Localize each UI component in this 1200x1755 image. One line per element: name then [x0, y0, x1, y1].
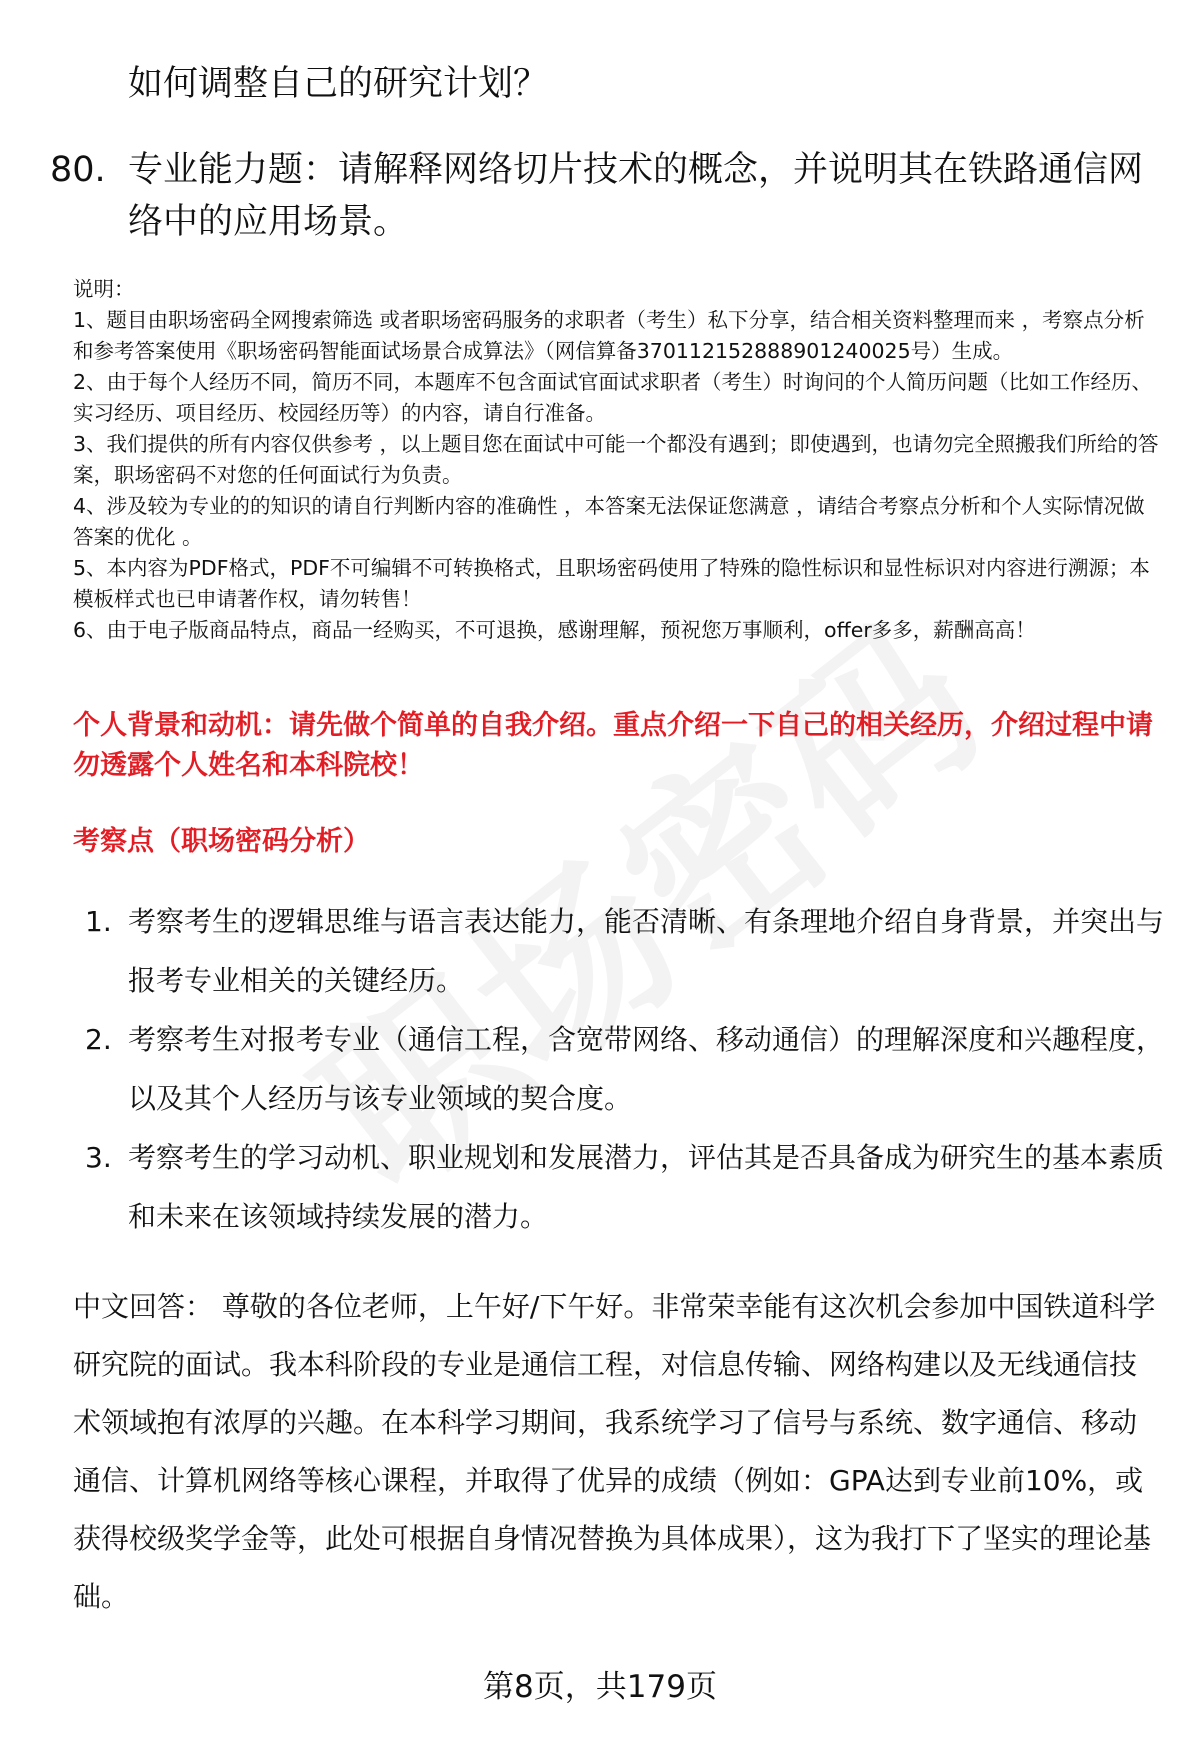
point-number: 3.: [85, 1141, 112, 1174]
notes-block: [73, 274, 1163, 646]
question-continuation: 如何调整自己的研究计划？: [128, 64, 549, 104]
note-item: 3、我们提供的所有内容仅供参考 ，以上题目您在面试中可能一个都没有遇到；即使遇到，也请勿完全照搬我们所给的答案，职场密码不对您的任何面试行为负责。: [73, 432, 1159, 487]
note-item: 2、由于每个人经历不同，简历不同，本题库不包含面试官面试求职者（考生）时询问的个人简历问题（比如工作经历、实习经历、项目经历、校园经历等）的内容，请自行准备。: [73, 370, 1153, 425]
question-80: [50, 144, 1150, 248]
question-text: 专业能力题：请解释网络切片技术的概念，并说明其在铁路通信网络中的应用场景。: [128, 150, 1144, 242]
section-title: 个人背景和动机：请先做个简单的自我介绍。重点介绍一下自己的相关经历，介绍过程中请勿透露个人姓名和本科院校！: [73, 710, 1153, 781]
analysis-point: [85, 1010, 1165, 1128]
analysis-points: [85, 892, 1165, 1246]
point-number: 1.: [85, 905, 112, 938]
note-item: 5、本内容为PDF格式，PDF不可编辑不可转换格式，且职场密码使用了特殊的隐性标识和显性标识对内容进行溯源；本模板样式也已申请著作权，请勿转售！: [73, 556, 1150, 611]
note-item: 6、由于电子版商品特点，商品一经购买，不可退换，感谢理解，预祝您万事顺利，offer多多，薪酬高高！: [73, 618, 1036, 642]
point-text: 考察考生的学习动机、职业规划和发展潜力，评估其是否具备成为研究生的基本素质和未来在该领域持续发展的潜力。: [128, 1141, 1165, 1233]
question-number: 80.: [50, 150, 106, 190]
page-footer: 第8页，共179页: [483, 1669, 717, 1705]
note-item: 1、题目由职场密码全网搜索筛选 或者职场密码服务的求职者（考生）私下分享，结合相关资料整理而来 ，考察点分析和参考答案使用《职场密码智能面试场景合成算法》（网信算备370112152888901240025号）生成。: [73, 308, 1145, 363]
analysis-title: 考察点（职场密码分析）: [73, 826, 370, 857]
point-text: 考察考生的逻辑思维与语言表达能力，能否清晰、有条理地介绍自身背景，并突出与报考专业相关的关键经历。: [128, 905, 1165, 997]
point-number: 2.: [85, 1023, 112, 1056]
analysis-point: [85, 1128, 1165, 1246]
note-item: 4、涉及较为专业的的知识的请自行判断内容的准确性 ，本答案无法保证您满意 ，请结合考察点分析和个人实际情况做答案的优化 。: [73, 494, 1145, 549]
point-text: 考察考生对报考专业（通信工程，含宽带网络、移动通信）的理解深度和兴趣程度，以及其个人经历与该专业领域的契合度。: [128, 1023, 1165, 1115]
analysis-point: [85, 892, 1165, 1010]
chinese-answer: 中文回答： 尊敬的各位老师，上午好/下午好。非常荣幸能有这次机会参加中国铁道科学研究院的面试。我本科阶段的专业是通信工程，对信息传输、网络构建以及无线通信技术领域抱有浓厚的兴趣。在本科学习期间，我系统学习了信号与系统、数字通信、移动通信、计算机网络等核心课程，并取得了优异的成绩（例如：GPA达到专业前10%，或获得校级奖学金等，此处可根据自身情况替换为具体成果），这为我打下了坚实的理论基础。: [73, 1290, 1156, 1613]
notes-heading: 说明：: [73, 277, 135, 301]
